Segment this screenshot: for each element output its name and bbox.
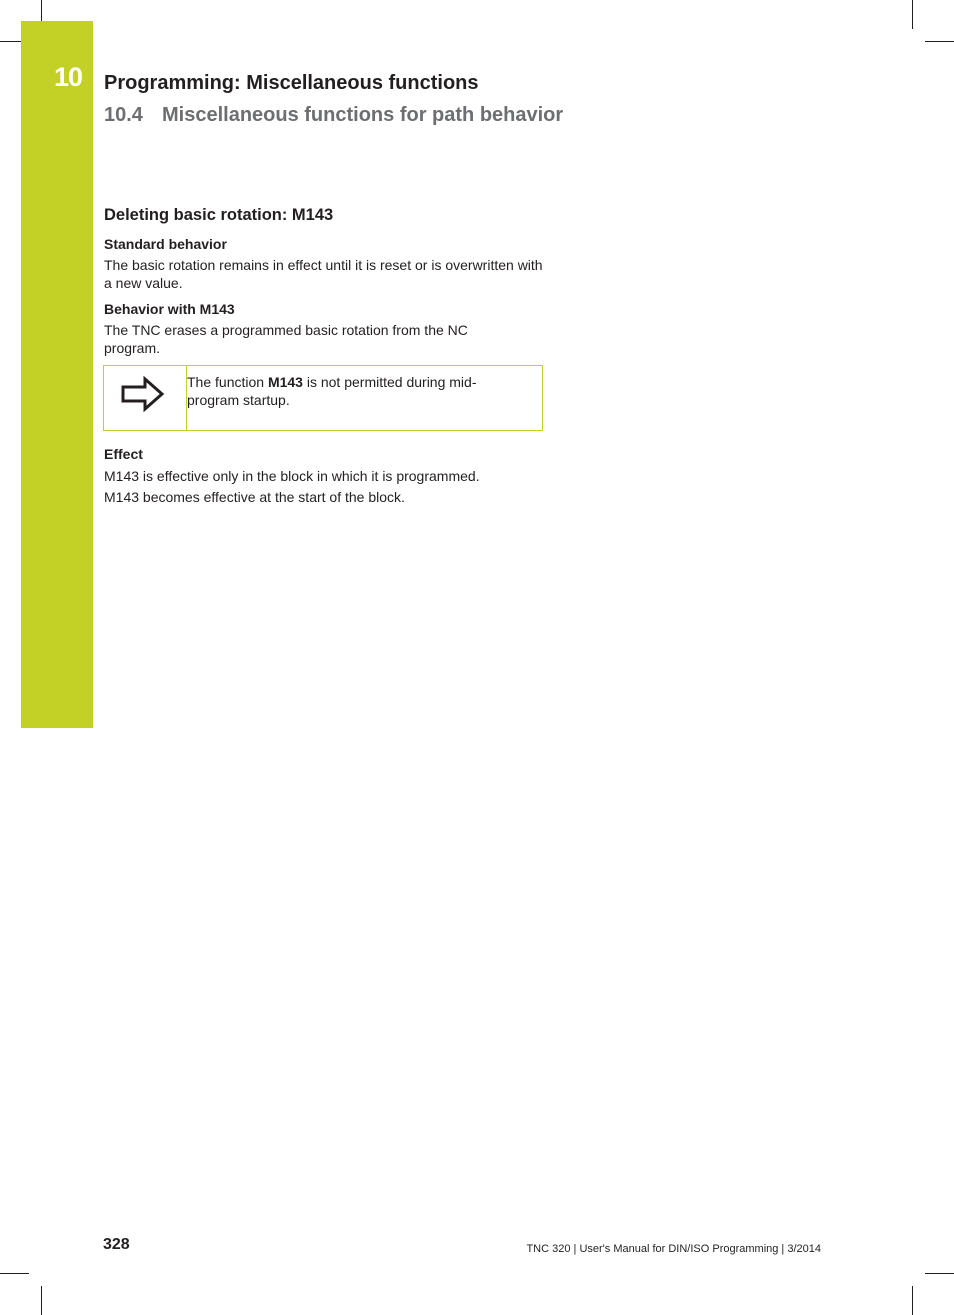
effect-text-1: M143 is effective only in the block in which it is programmed.: [104, 468, 480, 484]
crop-mark: [912, 1286, 913, 1315]
standard-behavior-text: The basic rotation remains in effect until it is reset or is overwritten with a new value.: [104, 257, 543, 291]
crop-mark: [925, 1273, 954, 1274]
effect-heading: Effect: [104, 446, 143, 462]
note-text-suffix: is not permitted during mid-program startup.: [187, 374, 477, 408]
crop-mark: [41, 0, 42, 21]
chapter-sidebar: [21, 21, 93, 728]
section-number: 10.4: [104, 104, 143, 126]
behavior-m143-text: The TNC erases a programmed basic rotation from the NC program.: [104, 322, 468, 356]
effect-text-2: M143 becomes effective at the start of the block.: [104, 489, 405, 505]
note-text: [187, 373, 527, 409]
footer-text: TNC 320 | User's Manual for DIN/ISO Programming | 3/2014: [526, 1243, 821, 1255]
arrow-right-icon: [121, 376, 165, 417]
standard-behavior-heading: Standard behavior: [104, 236, 227, 252]
section-title: Miscellaneous functions for path behavior: [162, 104, 564, 126]
crop-mark: [912, 0, 913, 29]
note-code: M143: [267, 374, 303, 390]
crop-mark: [925, 41, 954, 42]
note-box: [103, 365, 543, 431]
chapter-title: Programming: Miscellaneous functions: [104, 72, 479, 94]
crop-mark: [41, 1286, 42, 1315]
note-text-prefix: The function: [187, 374, 268, 390]
behavior-m143-heading: Behavior with M143: [104, 301, 235, 317]
crop-mark: [0, 1273, 29, 1274]
page-number: 328: [103, 1236, 130, 1253]
crop-mark: [0, 41, 21, 42]
chapter-number: 10: [54, 62, 83, 92]
section-heading: Deleting basic rotation: M143: [104, 206, 334, 224]
